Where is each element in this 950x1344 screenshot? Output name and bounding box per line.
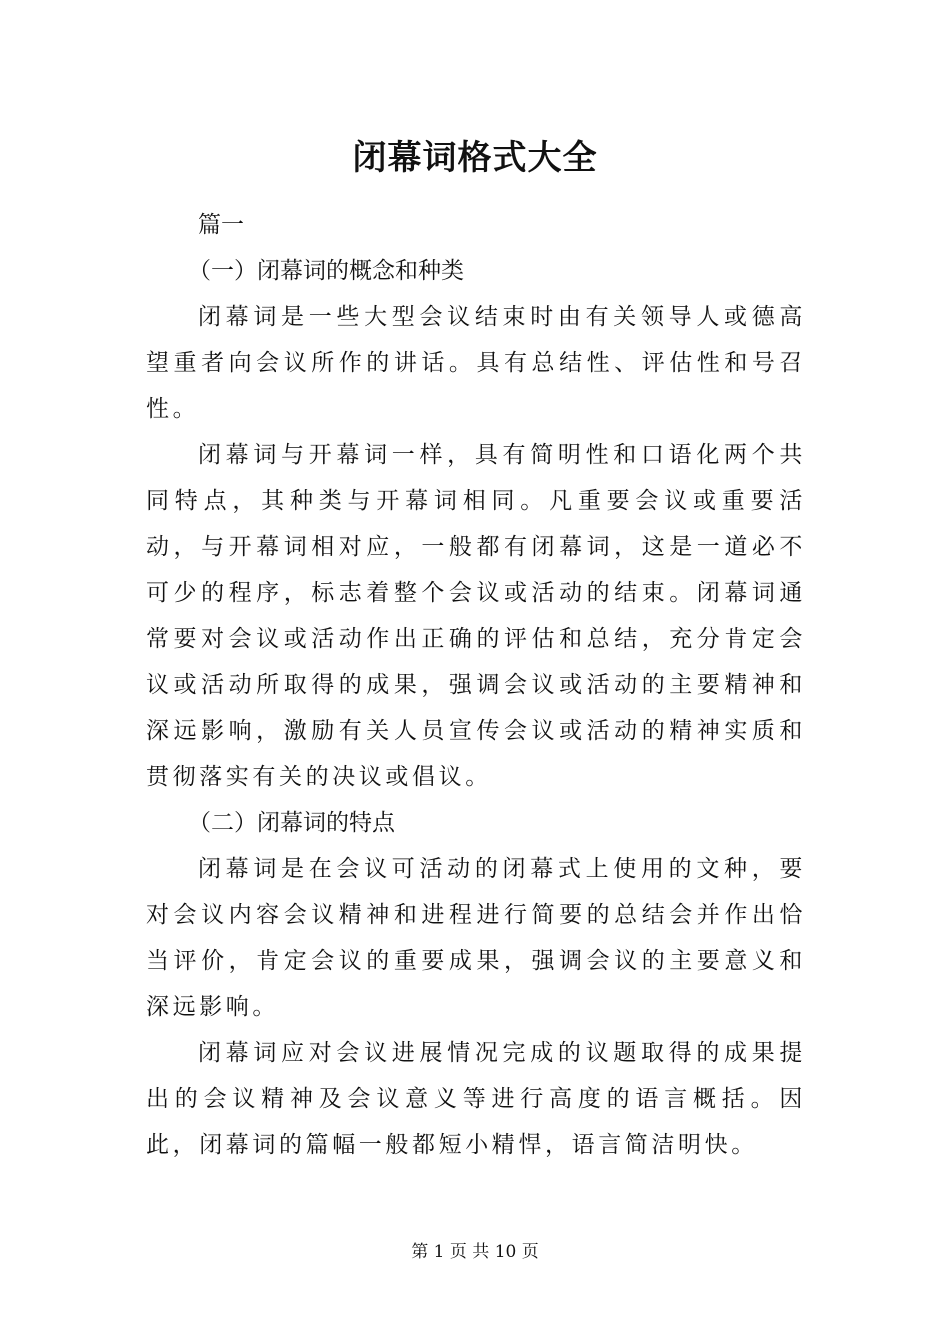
paragraph-4: 闭幕词应对会议进展情况完成的议题取得的成果提出的会议精神及会议意义等进行高度的语言概括。因此，闭幕词的篇幅一般都短小精悍，语言简洁明快。	[146, 1040, 806, 1158]
section-label: 篇一	[198, 212, 244, 238]
paragraph-1: 闭幕词是一些大型会议结束时由有关领导人或德高望重者向会议所作的讲话。具有总结性、评估性和号召性。	[146, 304, 806, 422]
section-heading-2	[146, 800, 806, 846]
document-body	[146, 202, 806, 1168]
paragraph-3: 闭幕词是在会议可活动的闭幕式上使用的文种，要对会议内容会议精神和进程进行简要的总结会并作出恰当评价，肯定会议的重要成果，强调会议的主要意义和深远影响。	[146, 856, 806, 1020]
section-heading-1	[146, 248, 806, 294]
document-title: 闭幕词格式大全	[352, 138, 598, 178]
paragraph-2: 闭幕词与开幕词一样，具有简明性和口语化两个共同特点，其种类与开幕词相同。凡重要会议或重要活动，与开幕词相对应，一般都有闭幕词，这是一道必不可少的程序，标志着整个会议或活动的结束。闭幕词通常要对会议或活动作出正确的评估和总结，充分肯定会议或活动所取得的成果，强调会议或活动的主要精神和深远影响，激励有关人员宣传会议或活动的精神实质和贯彻落实有关的决议或倡议。	[146, 442, 806, 790]
section-heading-1-text: （一）闭幕词的概念和种类	[188, 258, 464, 284]
section-heading-2-text: （二）闭幕词的特点	[188, 810, 395, 836]
page-number-footer: 第 1 页 共 10 页	[411, 1242, 539, 1262]
